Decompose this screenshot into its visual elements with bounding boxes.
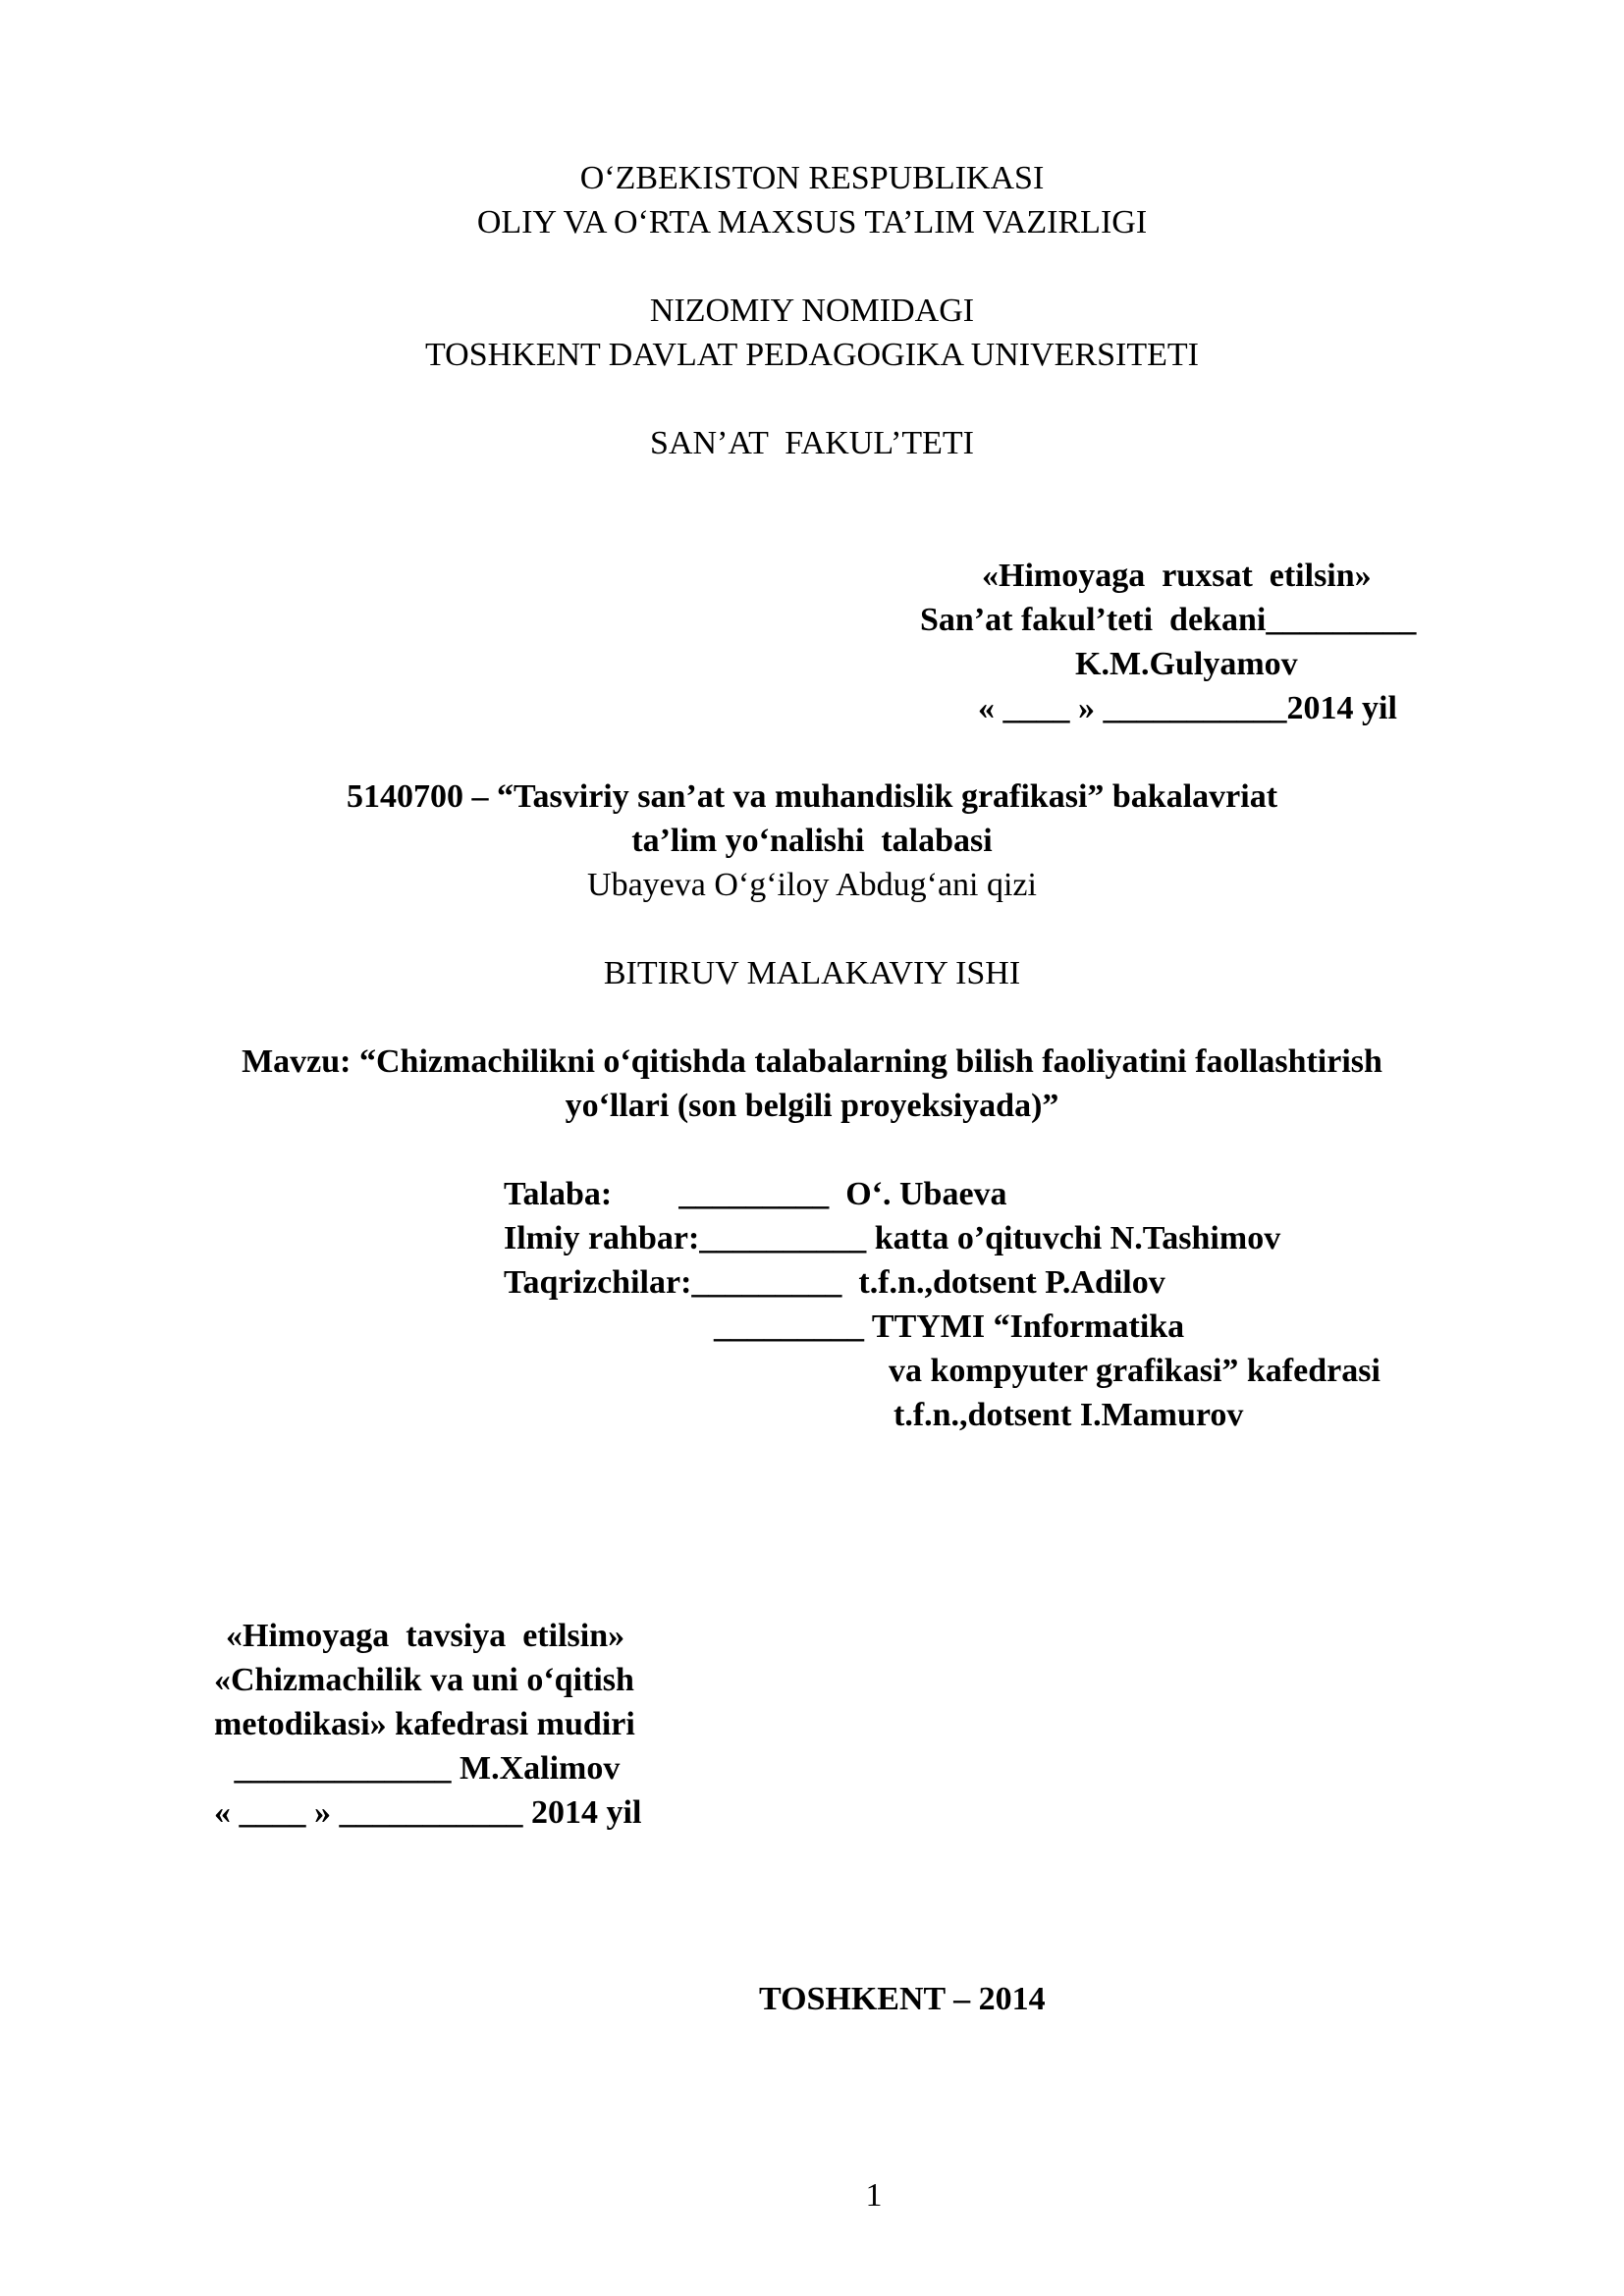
signature-advisor: Ilmiy rahbar:__________ katta o’qituvchi N.Tashimov: [504, 1220, 1281, 1256]
student-full-name: Ubayeva O‘g‘iloy Abdug‘ani qizi: [587, 867, 1037, 903]
header-faculty: SAN’AT FAKUL’TETI: [650, 425, 974, 461]
signature-reviewer2-line-3: t.f.n.,dotsent I.Mamurov: [893, 1397, 1244, 1433]
approval-top-date: « ____ » ___________2014 yil: [978, 690, 1397, 726]
program-line-1: 5140700 – “Tasviriy san’at va muhandislik grafikasi” bakalavriat: [346, 778, 1278, 815]
signature-reviewer2-line-2: va kompyuter grafikasi” kafedrasi: [889, 1353, 1380, 1389]
header-ministry: OLIY VA O‘RTA MAXSUS TA’LIM VAZIRLIGI: [476, 204, 1148, 240]
topic-line-2: yo‘llari (son belgili proyeksiyada)”: [565, 1088, 1059, 1124]
approval-bottom-title: «Himoyaga tavsiya etilsin»: [226, 1618, 625, 1654]
header-university-name-1: NIZOMIY NOMIDAGI: [649, 293, 975, 329]
page-number: 1: [865, 2177, 883, 2214]
approval-top-dean: San’at fakul’teti dekani_________: [920, 602, 1417, 638]
city-year: TOSHKENT – 2014: [759, 1981, 1046, 2017]
approval-bottom-dept-2: metodikasi» kafedrasi mudiri: [214, 1706, 635, 1742]
header-university-name-2: TOSHKENT DAVLAT PEDAGOGIKA UNIVERSITETI: [425, 337, 1199, 373]
approval-top-name: K.M.Gulyamov: [1075, 646, 1298, 682]
program-line-2: ta’lim yo‘nalishi talabasi: [631, 823, 993, 859]
work-type: BITIRUV MALAKAVIY ISHI: [603, 955, 1021, 991]
signature-reviewer2-line-1: _________ TTYMI “Informatika: [714, 1308, 1185, 1345]
approval-top-title: «Himoyaga ruxsat etilsin»: [982, 558, 1372, 594]
signature-reviewers: Taqrizchilar:_________ t.f.n.,dotsent P.Adilov: [504, 1264, 1165, 1301]
approval-bottom-date: « ____ » ___________ 2014 yil: [214, 1794, 642, 1831]
approval-bottom-dept-1: «Chizmachilik va uni o‘qitish: [214, 1662, 634, 1698]
approval-bottom-name: _____________ M.Xalimov: [226, 1750, 621, 1787]
header-ministry-country: O‘ZBEKISTON RESPUBLIKASI: [579, 160, 1045, 196]
topic-line-1: Mavzu: “Chizmachilikni o‘qitishda talabalarning bilish faoliyatini faollashtirish: [242, 1043, 1382, 1080]
signature-student: Talaba: _________ O‘. Ubaeva: [504, 1176, 1007, 1212]
